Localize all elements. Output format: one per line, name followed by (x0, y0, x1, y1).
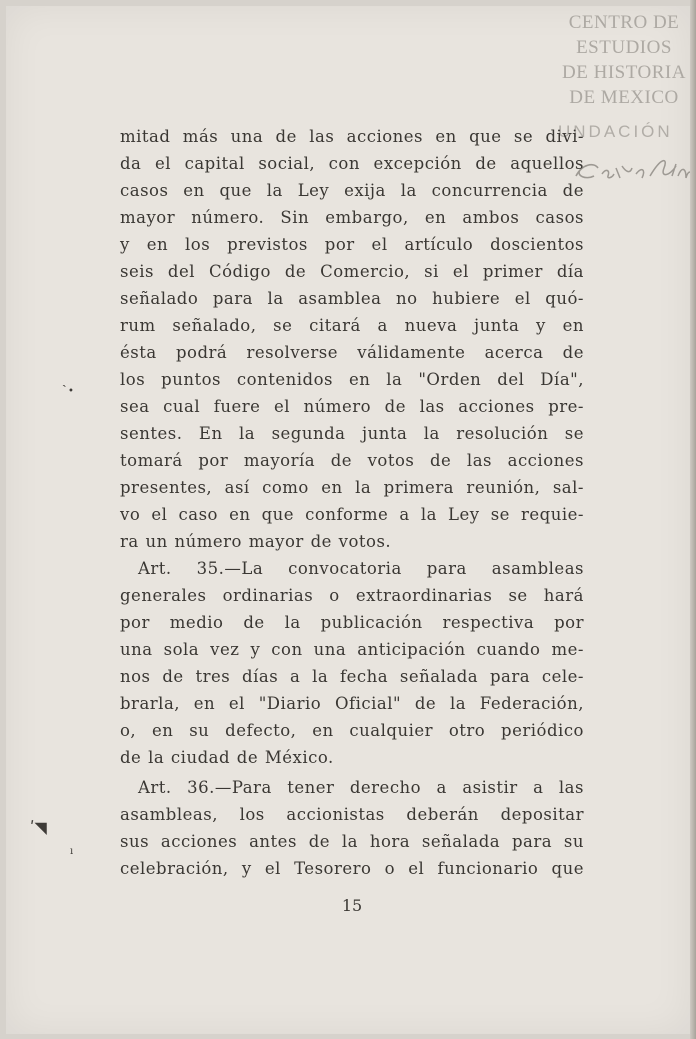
margin-mark: ı (70, 846, 74, 857)
text-line: casos en que la Ley exija la concurrencia de (120, 181, 584, 200)
text-line: o, en su defecto, en cualquier otro periódico (120, 721, 584, 740)
watermark-line: DE HISTORIA (562, 62, 686, 83)
text-line: ésta podrá resolverse válidamente acerca de (120, 343, 584, 362)
body-text (120, 123, 584, 882)
text-line: mayor número. Sin embargo, en ambos casos (120, 208, 584, 227)
text-line: los puntos contenidos en la "Orden del Día", (120, 370, 584, 389)
text-line: asambleas, los accionistas deberán depositar (120, 805, 584, 824)
text-line: Art. 36.—Para tener derecho a asistir a las (138, 778, 584, 797)
text-line: y en los previstos por el artículo doscientos (120, 235, 584, 254)
document-page (6, 6, 690, 1034)
paragraph-art-36 (120, 774, 584, 882)
text-line: rum señalado, se citará a nueva junta y en (120, 316, 584, 335)
text-line: generales ordinarias o extraordinarias se hará (120, 586, 584, 605)
paragraph (120, 123, 584, 555)
text-line: brarla, en el "Diario Oficial" de la Federación, (120, 694, 584, 713)
text-line: ra un número mayor de votos. (120, 532, 392, 551)
page-number: 15 (341, 896, 363, 915)
signature-watermark (572, 146, 690, 190)
text-line: nos de tres días a la fecha señalada para cele- (120, 667, 584, 686)
text-line: sus acciones antes de la hora señalada para su (120, 832, 584, 851)
text-line: Art. 35.—La convocatoria para asambleas (138, 559, 584, 578)
margin-mark: ˎ (62, 372, 67, 388)
text-line: vo el caso en que conforme a la Ley se requie- (120, 505, 584, 524)
paragraph-art-35 (120, 555, 584, 771)
text-line: presentes, así como en la primera reunión, sal- (120, 478, 584, 497)
fundacion-watermark: UNDACIÓN (558, 122, 673, 141)
text-line: tomará por mayoría de votos de las acciones (120, 451, 584, 470)
text-line: de la ciudad de México. (120, 748, 334, 767)
text-line: señalado para la asamblea no hubiere el quó- (120, 289, 584, 308)
text-line: da el capital social, con excepción de aquellos (120, 154, 584, 173)
text-line: mitad más una de las acciones en que se divi- (120, 127, 584, 146)
archive-watermark (554, 10, 690, 110)
watermark-line: CENTRO DE (568, 12, 680, 33)
text-line: sea cual fuere el número de las acciones pre- (120, 397, 584, 416)
text-line: seis del Código de Comercio, si el primer día (120, 262, 584, 281)
margin-mark: • (68, 386, 74, 397)
text-line: sentes. En la segunda junta la resolución se (120, 424, 584, 443)
page-edge (690, 0, 696, 1039)
watermark-line: ESTUDIOS (576, 37, 672, 58)
margin-mark: ʹ◥ (30, 818, 47, 837)
text-line: una sola vez y con una anticipación cuando me- (120, 640, 584, 659)
watermark-line: DE MEXICO (569, 87, 679, 108)
text-line: celebración, y el Tesorero o el funcionario que (120, 859, 584, 878)
text-line: por medio de la publicación respectiva por (120, 613, 584, 632)
